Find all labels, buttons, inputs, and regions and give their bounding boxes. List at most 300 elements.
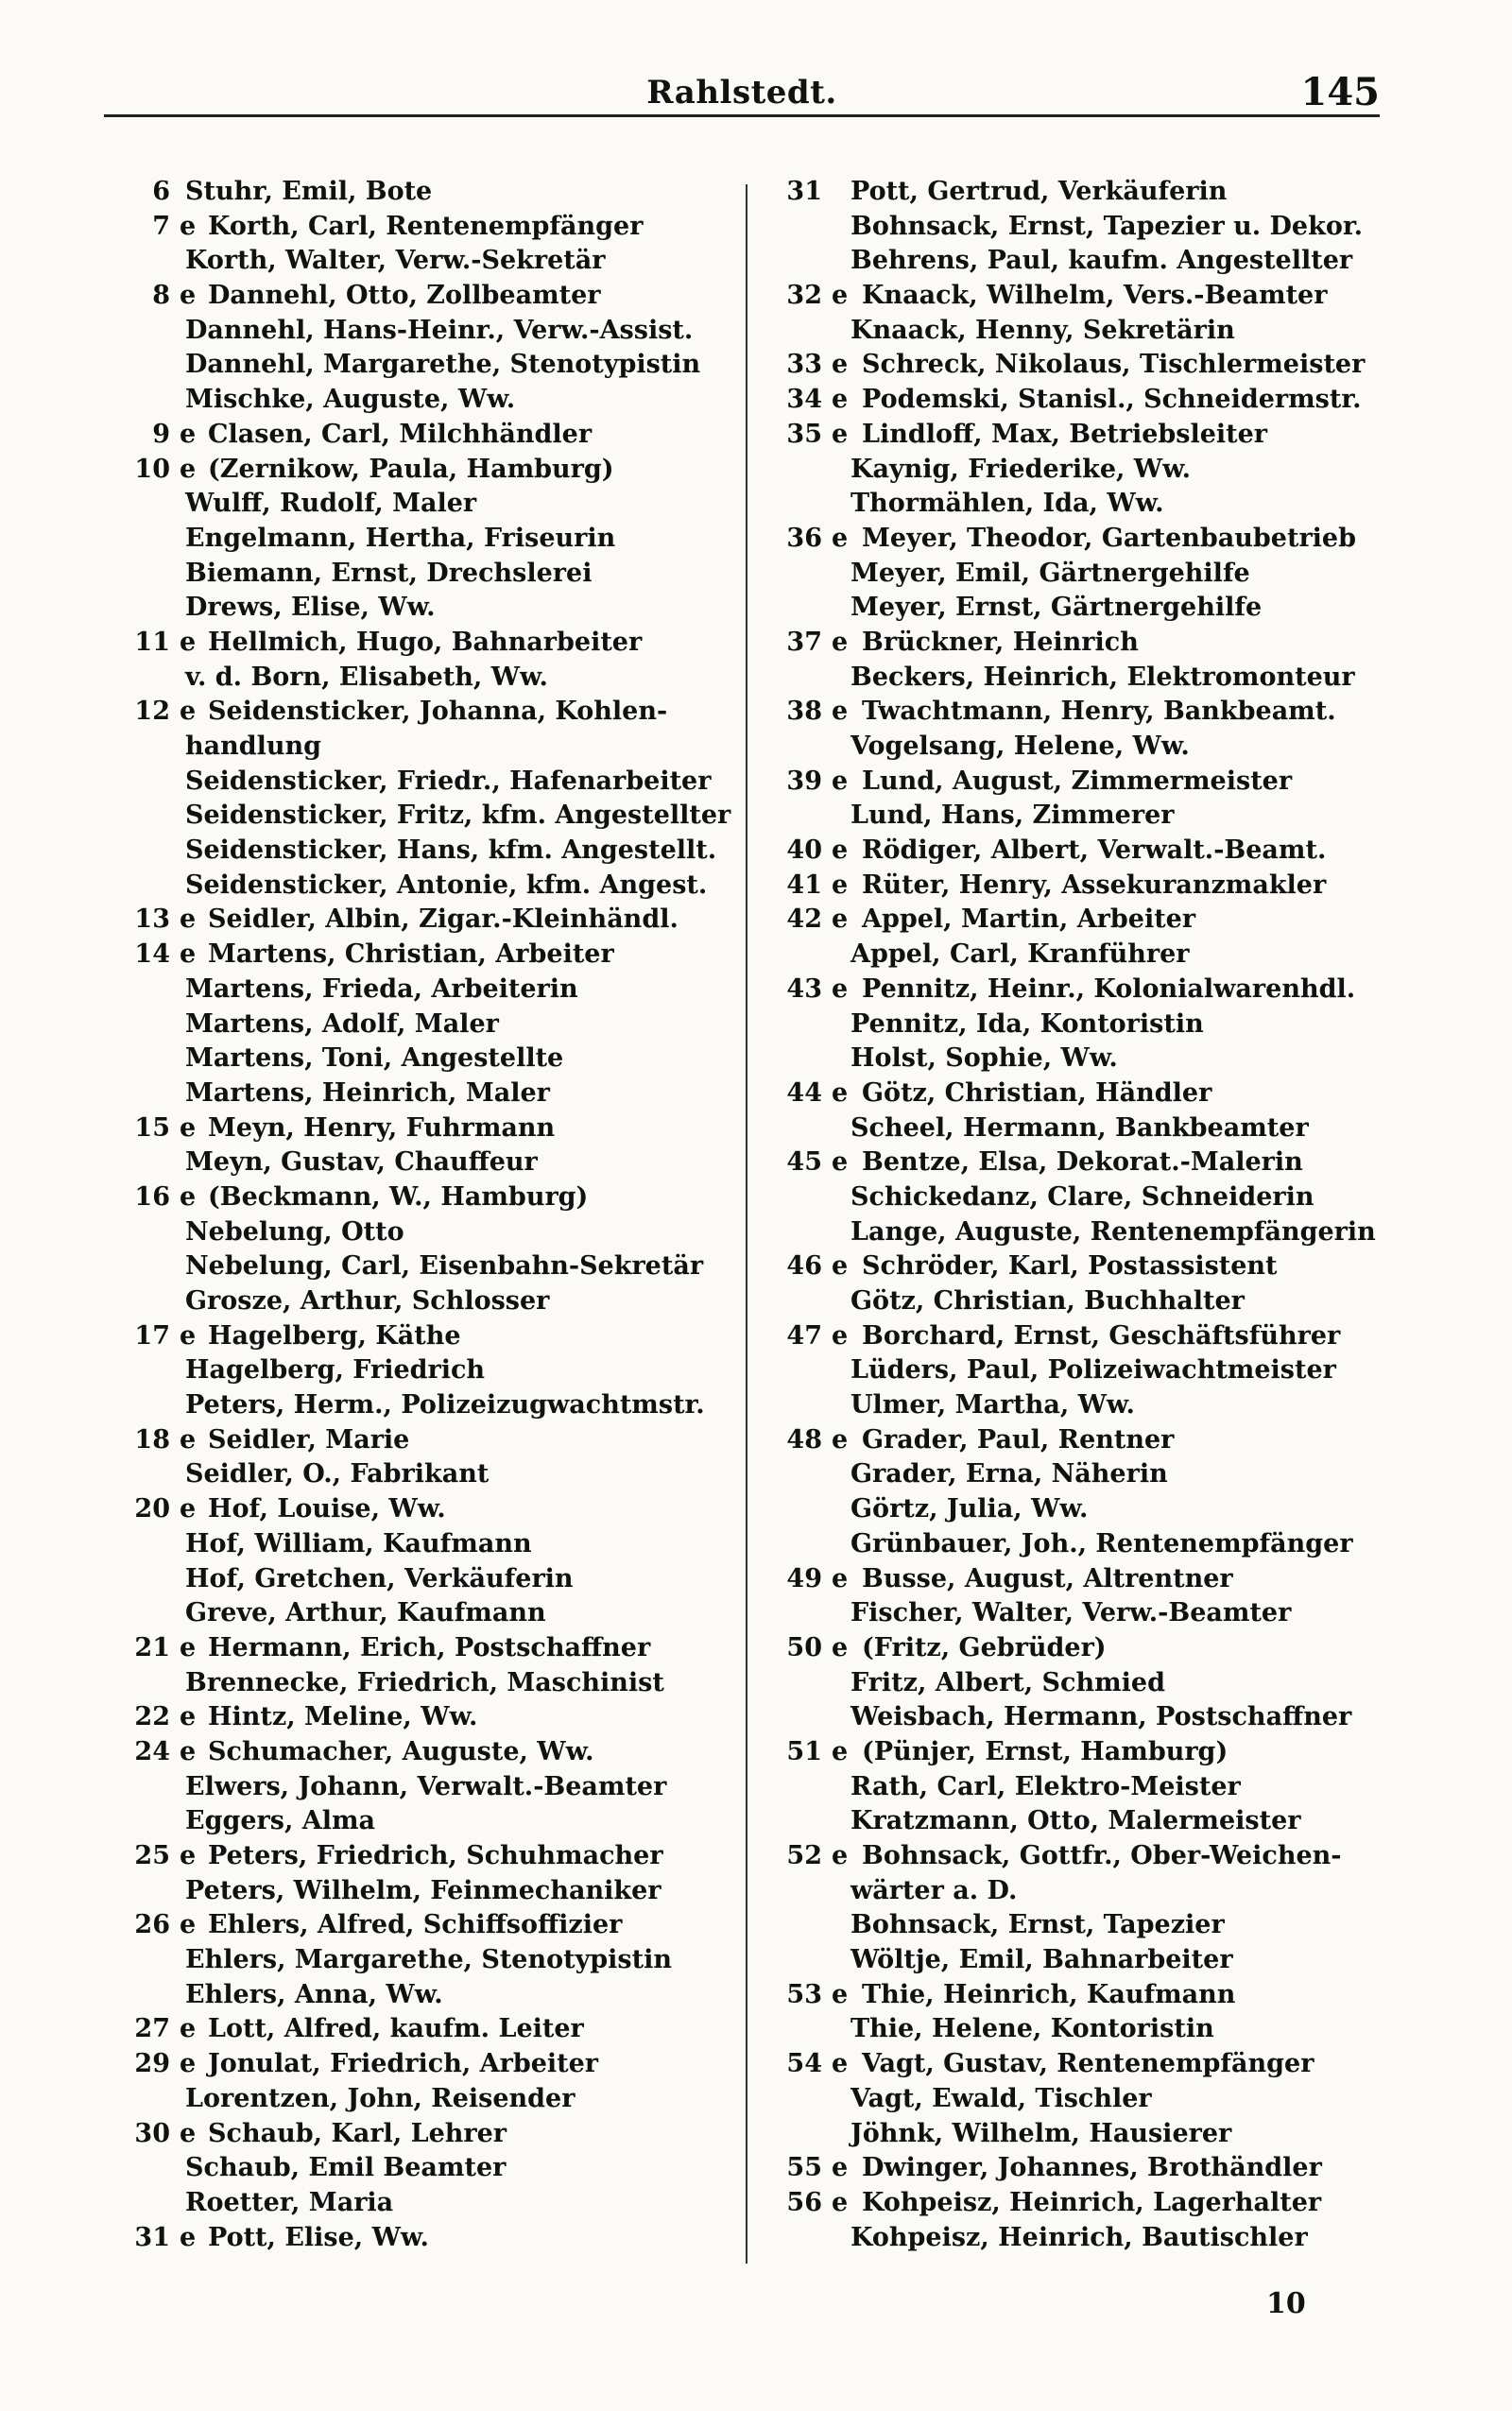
directory-entry <box>775 903 1399 938</box>
house-number: 6 <box>152 177 170 206</box>
resident-entry: Roetter, Maria <box>185 2187 394 2217</box>
house-number: 27 <box>134 2014 170 2044</box>
resident-entry: Götz, Christian, Händler <box>862 1077 1212 1108</box>
house-number: 32 <box>786 281 822 311</box>
resident-entry: Götz, Christian, Buchhalter <box>850 1286 1245 1316</box>
directory-entry <box>775 1076 1399 1111</box>
resident-entry: Lott, Alfred, kaufm. Leiter <box>208 2014 584 2044</box>
owner-marker: e <box>180 281 197 311</box>
directory-entry <box>775 487 1399 522</box>
house-number: 13 <box>134 904 170 935</box>
resident-entry: Lange, Auguste, Rentenempfängerin <box>850 1216 1376 1247</box>
house-number: 11 <box>134 627 170 657</box>
resident-entry: Lüders, Paul, Polizeiwachtmeister <box>850 1355 1336 1386</box>
house-number: 42 <box>786 904 822 935</box>
directory-entry <box>132 383 737 418</box>
owner-marker: e <box>832 2187 849 2217</box>
resident-entry: Schreck, Nikolaus, Tischlermeister <box>862 350 1366 380</box>
directory-entry <box>132 661 737 696</box>
house-number: 55 <box>786 2153 822 2183</box>
directory-entry <box>132 453 737 488</box>
directory-entry <box>775 1527 1399 1562</box>
resident-entry: Vagt, Gustav, Rentenempfänger <box>862 2049 1314 2079</box>
directory-entry <box>775 1908 1399 1943</box>
house-number: 38 <box>786 697 822 727</box>
resident-entry: Mischke, Auguste, Ww. <box>185 385 516 415</box>
right-column <box>775 175 1399 2255</box>
owner-marker: e <box>832 766 849 796</box>
directory-entry <box>775 175 1399 210</box>
directory-entry <box>775 1562 1399 1597</box>
resident-entry: Kratzmann, Otto, Malermeister <box>850 1806 1301 1836</box>
resident-entry: Seidensticker, Hans, kfm. Angestellt. <box>185 835 717 866</box>
resident-entry: Lund, August, Zimmermeister <box>862 766 1293 796</box>
owner-marker: e <box>180 2014 197 2044</box>
directory-entry <box>775 591 1399 626</box>
directory-entry <box>775 2151 1399 2186</box>
directory-entry <box>132 799 737 834</box>
directory-entry <box>132 1874 737 1909</box>
resident-entry: v. d. Born, Elisabeth, Ww. <box>185 662 548 692</box>
directory-entry <box>775 1042 1399 1076</box>
resident-entry: Seidensticker, Antonie, kfm. Angest. <box>185 870 708 900</box>
resident-entry: Podemski, Stanisl., Schneidermstr. <box>862 385 1362 415</box>
directory-entry <box>132 1284 737 1319</box>
directory-entry <box>132 626 737 661</box>
resident-entry: Rüter, Henry, Assekuranzmakler <box>862 870 1327 900</box>
resident-entry: Vagt, Ewald, Tischler <box>850 2083 1152 2113</box>
resident-entry: Scheel, Hermann, Bankbeamter <box>850 1112 1309 1143</box>
resident-entry: Behrens, Paul, kaufm. Angestellter <box>850 246 1353 276</box>
resident-entry: Jonulat, Friedrich, Arbeiter <box>208 2049 599 2079</box>
resident-entry: Kaynig, Friederike, Ww. <box>850 454 1192 484</box>
resident-entry: Hof, Louise, Ww. <box>208 1494 446 1524</box>
resident-entry: Korth, Carl, Rentenempfänger <box>208 211 644 241</box>
directory-entry <box>775 1631 1399 1666</box>
house-number: 48 <box>786 1424 822 1455</box>
resident-entry: Pennitz, Ida, Kontoristin <box>850 1008 1204 1039</box>
directory-entry <box>132 1735 737 1770</box>
owner-marker: e <box>180 1320 197 1351</box>
resident-entry: Pott, Gertrud, Verkäuferin <box>850 177 1228 206</box>
resident-entry: Borchard, Ernst, Geschäftsführer <box>862 1320 1341 1351</box>
resident-entry: Schumacher, Auguste, Ww. <box>208 1736 594 1766</box>
resident-entry: Seidler, O., Fabrikant <box>185 1459 490 1490</box>
resident-entry: Thie, Heinrich, Kaufmann <box>862 1979 1236 2009</box>
resident-entry: Meyer, Ernst, Gärtnergehilfe <box>850 593 1263 623</box>
directory-entry <box>132 2186 737 2221</box>
resident-entry: Dannehl, Hans-Heinr., Verw.-Assist. <box>185 315 694 345</box>
resident-entry: Vogelsang, Helene, Ww. <box>850 732 1190 761</box>
directory-entry <box>132 1908 737 1943</box>
directory-entry <box>775 1215 1399 1250</box>
resident-entry: Schaub, Karl, Lehrer <box>208 2118 507 2148</box>
owner-marker: e <box>832 281 849 311</box>
resident-entry: Lorentzen, John, Reisender <box>185 2083 576 2113</box>
house-number: 25 <box>134 1841 170 1870</box>
house-number: 45 <box>786 1147 822 1178</box>
directory-entry <box>775 1978 1399 2013</box>
directory-entry <box>132 1978 737 2013</box>
directory-entry <box>775 1735 1399 1770</box>
resident-entry: Hellmich, Hugo, Bahnarbeiter <box>208 627 643 657</box>
directory-entry <box>132 1700 737 1735</box>
resident-entry: Schröder, Karl, Postassistent <box>862 1251 1278 1282</box>
directory-entry <box>132 1631 737 1666</box>
directory-entry <box>775 348 1399 383</box>
house-number: 56 <box>786 2187 822 2217</box>
page-number: 145 <box>1300 70 1380 114</box>
owner-marker: e <box>180 1424 197 1455</box>
owner-marker: e <box>180 1736 197 1766</box>
directory-entry <box>132 2082 737 2117</box>
directory-entry <box>132 1249 737 1284</box>
directory-entry <box>775 1180 1399 1215</box>
resident-entry: Hof, Gretchen, Verkäuferin <box>185 1563 574 1593</box>
resident-entry: Seidensticker, Fritz, kfm. Angestellter <box>185 801 731 831</box>
house-number: 18 <box>134 1424 170 1455</box>
directory-entry <box>132 869 737 904</box>
resident-entry: Thie, Helene, Kontoristin <box>850 2014 1214 2044</box>
house-number: 53 <box>786 1979 822 2009</box>
resident-entry: Nebelung, Carl, Eisenbahn-Sekretär <box>185 1251 704 1282</box>
house-number: 26 <box>134 1910 170 1940</box>
owner-marker: e <box>832 697 849 727</box>
resident-entry: Jöhnk, Wilhelm, Hausierer <box>850 2118 1232 2148</box>
resident-entry: Clasen, Carl, Milchhändler <box>208 419 593 449</box>
house-number: 54 <box>786 2049 822 2079</box>
house-number: 22 <box>134 1702 170 1732</box>
directory-entry <box>132 2047 737 2082</box>
owner-marker: e <box>832 2153 849 2183</box>
directory-entry <box>132 1457 737 1492</box>
directory-entry <box>775 418 1399 453</box>
owner-marker: e <box>180 2222 197 2252</box>
house-number: 29 <box>134 2049 170 2079</box>
resident-entry: Wulff, Rudolf, Maler <box>185 489 477 519</box>
house-number: 35 <box>786 419 822 449</box>
resident-entry: Nebelung, Otto <box>185 1216 404 1247</box>
resident-entry: Bohnsack, Ernst, Tapezier <box>850 1910 1225 1940</box>
owner-marker: e <box>832 1736 849 1766</box>
resident-entry: Hermann, Erich, Postschaffner <box>208 1632 651 1662</box>
resident-entry: Engelmann, Hertha, Friseurin <box>185 523 616 553</box>
resident-entry: Wöltje, Emil, Bahnarbeiter <box>850 1945 1233 1975</box>
directory-entry <box>775 869 1399 904</box>
directory-entry <box>775 453 1399 488</box>
resident-entry: Bentze, Elsa, Dekorat.-Malerin <box>862 1147 1303 1178</box>
house-number: 10 <box>134 454 170 484</box>
house-number: 39 <box>786 766 822 796</box>
directory-entry <box>775 1353 1399 1388</box>
resident-entry: Holst, Sophie, Ww. <box>850 1043 1118 1074</box>
owner-marker: e <box>180 1841 197 1870</box>
resident-entry: Seidensticker, Johanna, Kohlen- <box>208 697 668 727</box>
owner-marker: e <box>832 973 849 1004</box>
house-number: 47 <box>786 1320 822 1351</box>
house-number: 31 <box>786 177 822 206</box>
resident-entry: Grader, Erna, Näherin <box>850 1459 1168 1490</box>
directory-entry <box>775 1492 1399 1527</box>
house-number: 8 <box>152 281 170 311</box>
directory-entry <box>775 1596 1399 1631</box>
resident-entry: Greve, Arthur, Kaufmann <box>185 1598 546 1628</box>
page-title: Rahlstedt. <box>646 74 837 112</box>
house-number: 40 <box>786 835 822 866</box>
directory-entry <box>132 730 737 765</box>
owner-marker: e <box>832 627 849 657</box>
owner-marker: e <box>832 1251 849 1282</box>
directory-entry <box>132 695 737 730</box>
owner-marker: e <box>832 419 849 449</box>
directory-entry <box>775 314 1399 349</box>
owner-marker: e <box>832 1424 849 1455</box>
directory-entry <box>775 661 1399 696</box>
directory-entry <box>132 1215 737 1250</box>
directory-entry <box>132 1804 737 1839</box>
directory-entry <box>132 1770 737 1805</box>
owner-marker: e <box>832 385 849 415</box>
directory-entry <box>132 1007 737 1042</box>
directory-entry <box>132 522 737 557</box>
signature-mark: 10 <box>1266 2287 1306 2320</box>
resident-entry: Rödiger, Albert, Verwalt.-Beamt. <box>862 835 1327 866</box>
directory-entry <box>132 1527 737 1562</box>
resident-entry: Weisbach, Hermann, Postschaffner <box>850 1702 1352 1732</box>
owner-marker: e <box>832 350 849 380</box>
resident-entry: Biemann, Ernst, Drechslerei <box>185 558 593 588</box>
owner-marker: e <box>180 454 197 484</box>
directory-entry <box>775 1388 1399 1423</box>
resident-entry: Appel, Carl, Kranführer <box>850 939 1190 970</box>
resident-entry: Meyer, Theodor, Gartenbaubetrieb <box>862 523 1356 553</box>
resident-entry: Stuhr, Emil, Bote <box>185 177 433 206</box>
resident-entry: Elwers, Johann, Verwalt.-Beamter <box>185 1771 667 1801</box>
directory-entry <box>132 1596 737 1631</box>
directory-entry <box>132 938 737 973</box>
resident-entry: (Zernikow, Paula, Hamburg) <box>208 454 614 484</box>
resident-entry: Fischer, Walter, Verw.-Beamter <box>850 1598 1292 1628</box>
directory-entry <box>775 2186 1399 2221</box>
resident-entry: Grünbauer, Joh., Rentenempfänger <box>850 1528 1353 1559</box>
owner-marker: e <box>180 1181 197 1212</box>
resident-entry: Görtz, Julia, Ww. <box>850 1494 1089 1524</box>
resident-entry: Martens, Toni, Angestellte <box>185 1043 564 1074</box>
directory-entry <box>775 2047 1399 2082</box>
house-number: 43 <box>786 973 822 1004</box>
directory-entry <box>775 2012 1399 2047</box>
resident-entry: Ehlers, Alfred, Schiffsoffizier <box>208 1910 623 1940</box>
house-number: 9 <box>152 419 170 449</box>
directory-entry <box>132 244 737 279</box>
directory-entry <box>132 1423 737 1458</box>
resident-entry: Bohnsack, Ernst, Tapezier u. Dekor. <box>850 211 1363 241</box>
resident-entry: Lund, Hans, Zimmerer <box>850 801 1175 831</box>
resident-entry: Seidensticker, Friedr., Hafenarbeiter <box>185 766 712 796</box>
directory-entry <box>775 244 1399 279</box>
page-header <box>104 57 1380 123</box>
directory-entry <box>132 2012 737 2047</box>
resident-entry: Eggers, Alma <box>185 1806 376 1836</box>
directory-entry <box>132 487 737 522</box>
owner-marker: e <box>832 1320 849 1351</box>
owner-marker: e <box>832 1147 849 1178</box>
directory-entry <box>132 1666 737 1701</box>
house-number: 16 <box>134 1181 170 1212</box>
directory-entry <box>775 2221 1399 2256</box>
directory-entry <box>775 522 1399 557</box>
directory-entry <box>775 730 1399 765</box>
owner-marker: e <box>832 1077 849 1108</box>
owner-marker: e <box>180 1112 197 1143</box>
resident-entry: Kohpeisz, Heinrich, Bautischler <box>850 2222 1308 2252</box>
directory-entry <box>132 279 737 314</box>
house-number: 49 <box>786 1563 822 1593</box>
house-number: 33 <box>786 350 822 380</box>
resident-entry: Dannehl, Otto, Zollbeamter <box>208 281 601 311</box>
house-number: 7 <box>152 211 170 241</box>
owner-marker: e <box>180 2118 197 2148</box>
resident-entry: Bohnsack, Gottfr., Ober-Weichen- <box>862 1841 1342 1870</box>
directory-entry <box>132 210 737 245</box>
directory-entry <box>775 1007 1399 1042</box>
resident-entry: Peters, Friedrich, Schuhmacher <box>208 1841 663 1870</box>
resident-entry: Meyn, Henry, Fuhrmann <box>208 1112 556 1143</box>
owner-marker: e <box>180 1910 197 1940</box>
directory-entry <box>132 2117 737 2152</box>
resident-entry: Hintz, Meline, Ww. <box>208 1702 478 1732</box>
resident-entry: Twachtmann, Henry, Bankbeamt. <box>862 697 1336 727</box>
directory-entry <box>132 903 737 938</box>
directory-entry <box>132 2151 737 2186</box>
left-column <box>132 175 737 2255</box>
resident-entry: (Beckmann, W., Hamburg) <box>208 1181 589 1212</box>
resident-entry: Beckers, Heinrich, Elektromonteur <box>850 662 1355 692</box>
resident-entry: Grader, Paul, Rentner <box>862 1424 1175 1455</box>
resident-entry: Hagelberg, Käthe <box>208 1320 461 1351</box>
resident-entry: Schaub, Emil Beamter <box>185 2153 507 2183</box>
house-number: 24 <box>134 1736 170 1766</box>
house-number: 44 <box>786 1077 822 1108</box>
directory-entry <box>132 2221 737 2256</box>
directory-entry <box>775 2117 1399 2152</box>
owner-marker: e <box>832 1979 849 2009</box>
resident-entry: Dannehl, Margarethe, Stenotypistin <box>185 350 701 380</box>
owner-marker: e <box>832 2049 849 2079</box>
directory-entry <box>132 1562 737 1597</box>
resident-entry: Ehlers, Anna, Ww. <box>185 1979 443 2009</box>
directory-entry <box>775 799 1399 834</box>
resident-entry: Martens, Frieda, Arbeiterin <box>185 973 578 1004</box>
owner-marker: e <box>832 523 849 553</box>
directory-entry <box>132 1180 737 1215</box>
directory-entry <box>775 765 1399 800</box>
directory-entry <box>775 1839 1399 1874</box>
directory-entry <box>132 973 737 1007</box>
resident-entry: Kohpeisz, Heinrich, Lagerhalter <box>862 2187 1322 2217</box>
resident-entry: wärter a. D. <box>850 1875 1018 1905</box>
owner-marker: e <box>832 1841 849 1870</box>
directory-entry <box>775 1423 1399 1458</box>
directory-entry <box>775 1319 1399 1354</box>
directory-entry <box>132 1145 737 1180</box>
resident-entry: Knaack, Wilhelm, Vers.-Beamter <box>862 281 1328 311</box>
house-number: 50 <box>786 1632 822 1662</box>
house-number: 34 <box>786 385 822 415</box>
house-number: 37 <box>786 627 822 657</box>
directory-entry <box>775 626 1399 661</box>
directory-entry <box>775 1249 1399 1284</box>
owner-marker: e <box>180 211 197 241</box>
resident-entry: Martens, Adolf, Maler <box>185 1008 499 1039</box>
resident-entry: Ulmer, Martha, Ww. <box>850 1390 1135 1421</box>
resident-entry: Peters, Herm., Polizeizugwachtmstr. <box>185 1390 705 1421</box>
owner-marker: e <box>832 904 849 935</box>
directory-entry <box>132 348 737 383</box>
resident-entry: Martens, Heinrich, Maler <box>185 1077 550 1108</box>
directory-entry <box>132 1319 737 1354</box>
directory-entry <box>132 1076 737 1111</box>
header-rule <box>104 114 1380 117</box>
directory-entry <box>132 1353 737 1388</box>
owner-marker: e <box>832 835 849 866</box>
owner-marker: e <box>180 2049 197 2079</box>
directory-entry <box>132 765 737 800</box>
owner-marker: e <box>180 939 197 970</box>
owner-marker: e <box>832 1632 849 1662</box>
directory-entry <box>775 1943 1399 1978</box>
resident-entry: Hagelberg, Friedrich <box>185 1355 486 1386</box>
directory-entry <box>132 557 737 592</box>
resident-entry: Rath, Carl, Elektro-Meister <box>850 1771 1241 1801</box>
resident-entry: Meyn, Gustav, Chauffeur <box>185 1147 538 1178</box>
resident-entry: Ehlers, Margarethe, Stenotypistin <box>185 1945 672 1975</box>
owner-marker: e <box>180 1494 197 1524</box>
directory-entry <box>132 314 737 349</box>
owner-marker: e <box>832 1563 849 1593</box>
directory-entry <box>775 1666 1399 1701</box>
directory-entry <box>775 1111 1399 1146</box>
resident-entry: Busse, August, Altrentner <box>862 1563 1233 1593</box>
house-number: 20 <box>134 1494 170 1524</box>
directory-entry <box>775 1284 1399 1319</box>
owner-marker: e <box>180 904 197 935</box>
house-number: 14 <box>134 939 170 970</box>
house-number: 12 <box>134 697 170 727</box>
resident-entry: Pennitz, Heinr., Kolonialwarenhdl. <box>862 973 1356 1004</box>
house-number: 30 <box>134 2118 170 2148</box>
directory-entry <box>132 1492 737 1527</box>
directory-entry <box>775 1804 1399 1839</box>
house-number: 15 <box>134 1112 170 1143</box>
directory-entry <box>775 695 1399 730</box>
resident-entry: Appel, Martin, Arbeiter <box>862 904 1196 935</box>
house-number: 41 <box>786 870 822 900</box>
owner-marker: e <box>180 1632 197 1662</box>
house-number: 52 <box>786 1841 822 1870</box>
house-number: 21 <box>134 1632 170 1662</box>
directory-entry <box>132 1388 737 1423</box>
directory-entry <box>132 591 737 626</box>
house-number: 31 <box>134 2222 170 2252</box>
resident-entry: Seidler, Albin, Zigar.-Kleinhändl. <box>208 904 679 935</box>
directory-entry <box>132 1042 737 1076</box>
house-number: 46 <box>786 1251 822 1282</box>
directory-entry <box>775 279 1399 314</box>
house-number: 51 <box>786 1736 822 1766</box>
resident-entry: Schickedanz, Clare, Schneiderin <box>850 1181 1314 1212</box>
resident-entry: Fritz, Albert, Schmied <box>850 1667 1165 1697</box>
